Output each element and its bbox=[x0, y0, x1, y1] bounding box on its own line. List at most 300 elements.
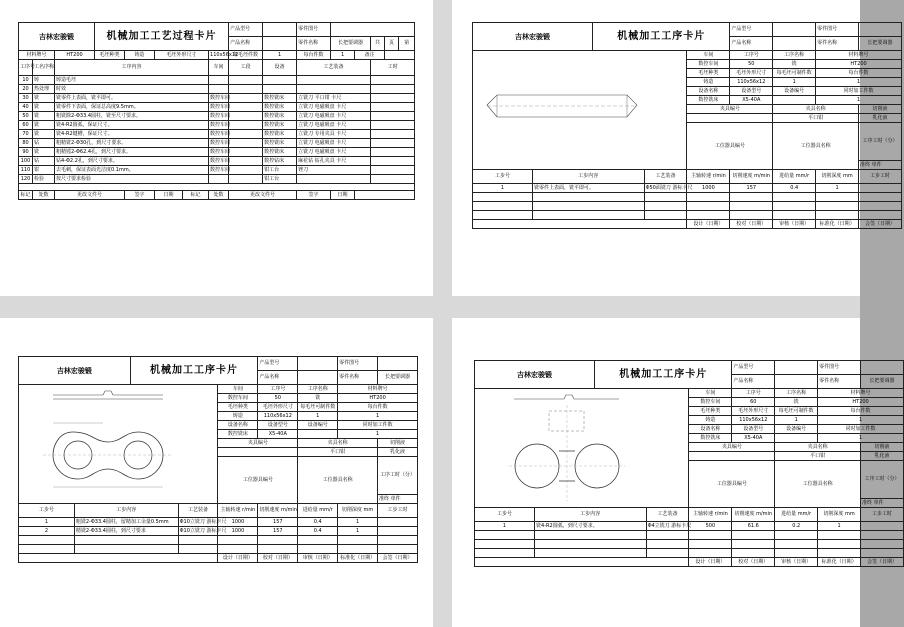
info-label: 材料牌号 bbox=[338, 385, 418, 394]
meta-value: 1 bbox=[263, 51, 297, 60]
part-no-label: 零件图号 bbox=[816, 23, 859, 37]
step-col-header: 工艺装备 bbox=[644, 170, 687, 184]
part-name-label: 零件名称 bbox=[297, 37, 331, 51]
info-label: 工位器具名称 bbox=[298, 457, 378, 504]
info-label: 同时加工件数 bbox=[338, 421, 418, 430]
step-col-header: 切削深度 mm bbox=[818, 508, 861, 522]
info-label: 工序号 bbox=[732, 389, 775, 398]
part-name-label: 零件名称 bbox=[816, 37, 859, 51]
op-card-table bbox=[472, 22, 902, 229]
count-value: 1 bbox=[816, 78, 902, 87]
process-row bbox=[19, 130, 415, 139]
process-row bbox=[19, 166, 415, 175]
info-label: 单件 bbox=[390, 495, 401, 502]
process-cell bbox=[229, 175, 263, 184]
step-cell: 0.4 bbox=[298, 518, 338, 527]
info-label: 毛坯外形尺寸 bbox=[258, 403, 298, 412]
meta-label: 毛坯外形尺寸 bbox=[155, 51, 209, 60]
step-row bbox=[473, 184, 902, 193]
info-label: 每毛坯可制件数 bbox=[298, 403, 338, 412]
part-name-label: 零件名称 bbox=[818, 375, 861, 389]
footer-cell: 设计（日期） bbox=[687, 220, 730, 229]
op-card-table bbox=[474, 360, 904, 567]
info-label: 每台件数 bbox=[338, 403, 418, 412]
count-value: 1 bbox=[775, 416, 818, 425]
info-label: 设备编号 bbox=[775, 425, 818, 434]
process-cell: 数控车间 bbox=[210, 121, 231, 128]
coolant-value: 乳化液 bbox=[378, 448, 418, 457]
process-cell: 数控铣床 bbox=[263, 148, 297, 157]
col-header: 工段 bbox=[229, 60, 263, 76]
fixture-value: 平口钳 bbox=[773, 114, 859, 123]
part-drawing-cell bbox=[473, 51, 687, 170]
step-col-header: 进给量 mm/r bbox=[775, 508, 818, 522]
meta-value: 110x56x12 bbox=[210, 51, 239, 58]
step-col-header: 工步工时 bbox=[861, 508, 904, 522]
part-drawing bbox=[477, 55, 647, 165]
step-cell: 0.2 bbox=[775, 522, 818, 531]
part-name-value: 长把要调器 bbox=[331, 37, 371, 51]
footer-cell: 设计（日期） bbox=[218, 554, 258, 563]
info-label: 夹具编号 bbox=[218, 439, 298, 448]
step-col-header: 切削深度 mm bbox=[338, 504, 378, 518]
info-label: 切削液 bbox=[859, 105, 902, 114]
product-model-label: 产品型号 bbox=[258, 357, 298, 371]
process-cell: 100 bbox=[19, 157, 33, 166]
info-label: 材料牌号 bbox=[816, 51, 902, 60]
sign-cell: 日期 bbox=[331, 191, 355, 200]
part-name-value: 长把要调器 bbox=[378, 371, 418, 385]
process-cell: 数控铣床 bbox=[263, 130, 297, 139]
step-cell: 粗铣2-Φ33.4圆柱，留精加工余量0.5mm bbox=[74, 518, 178, 527]
total-label: 共 bbox=[371, 37, 385, 51]
process-cell bbox=[371, 94, 415, 103]
info-label: 设备编号 bbox=[298, 421, 338, 430]
footer-cell: 审核（日期） bbox=[298, 554, 338, 563]
process-cell bbox=[229, 85, 263, 94]
blank-size-value: 110x56x12 bbox=[732, 416, 775, 425]
step-row bbox=[19, 518, 418, 527]
sign-cell: 日期 bbox=[155, 191, 183, 200]
step-cell: Φ10立铣刀 游标卡尺 bbox=[179, 518, 227, 525]
info-label: 准终 bbox=[379, 495, 390, 502]
process-cell bbox=[209, 85, 229, 94]
step-col-header: 工艺装备 bbox=[178, 504, 218, 518]
equip-value: 数控铣床 bbox=[218, 430, 258, 439]
process-cell: 数控车间 bbox=[210, 148, 231, 155]
process-cell: 检验 bbox=[33, 175, 55, 184]
product-name-label: 产品名称 bbox=[258, 371, 298, 385]
process-cell: 80 bbox=[19, 139, 33, 148]
process-cell bbox=[371, 175, 415, 184]
process-cell bbox=[229, 139, 263, 148]
company-name: 吉林宏骏锻 bbox=[19, 357, 131, 385]
equip-model-value: X5-40A bbox=[730, 96, 773, 105]
op-no-value: 50 bbox=[258, 394, 298, 403]
process-cell bbox=[371, 157, 415, 166]
footer-cell: 会签（日期） bbox=[861, 558, 904, 567]
process-cell bbox=[229, 103, 263, 112]
process-row bbox=[19, 139, 415, 148]
process-cell: 20 bbox=[19, 85, 33, 94]
process-cell: 铣 bbox=[33, 112, 55, 121]
info-label: 准终 bbox=[862, 499, 873, 506]
footer-cell: 标准化（日期） bbox=[818, 558, 861, 567]
step-cell: 1000 bbox=[218, 527, 258, 536]
part-drawing-cell bbox=[19, 385, 218, 504]
page-label: 页 bbox=[385, 37, 399, 51]
footer-cell: 审核（日期） bbox=[773, 220, 816, 229]
process-cell: 数控铣床 bbox=[263, 112, 297, 121]
count-value: 1 bbox=[773, 78, 816, 87]
product-model-label: 产品型号 bbox=[730, 23, 773, 37]
process-cell bbox=[229, 112, 263, 121]
col-header: 工序内容 bbox=[55, 60, 209, 76]
op-no-value: 50 bbox=[730, 60, 773, 69]
count-value: 1 bbox=[818, 416, 904, 425]
process-cell: 立铣刀 平口钳 卡尺 bbox=[297, 94, 371, 103]
step-cell: 157 bbox=[730, 184, 773, 193]
step-col-header: 工步内容 bbox=[74, 504, 178, 518]
blank-size-value: 110x56x12 bbox=[258, 412, 298, 421]
workshop-value: 数控车间 bbox=[687, 60, 730, 69]
process-cell: 按尺寸要求检验 bbox=[55, 175, 209, 184]
process-cell: 数控车间 bbox=[210, 139, 231, 146]
col-header: 工名序称 bbox=[33, 60, 55, 76]
process-cell bbox=[229, 157, 263, 166]
step-cell: 500 bbox=[689, 522, 732, 531]
process-cell bbox=[371, 166, 415, 175]
process-cell bbox=[263, 85, 297, 94]
process-cell: 立铣刀 电磁吸盘 卡尺 bbox=[297, 121, 371, 130]
op-card-table bbox=[18, 356, 418, 563]
step-cell: 1 bbox=[818, 522, 861, 531]
info-label: 每毛坯可制件数 bbox=[773, 69, 816, 78]
count-value: 1 bbox=[818, 434, 904, 443]
info-label: 切削液 bbox=[378, 439, 418, 448]
step-cell: Φ50面铣刀 游标卡尺 bbox=[645, 184, 693, 191]
info-label: 工位器具编号 bbox=[218, 457, 298, 504]
col-header: 工艺装备 bbox=[297, 60, 371, 76]
process-cell bbox=[297, 76, 371, 85]
info-label: 同时加工件数 bbox=[818, 425, 904, 434]
process-cell: 铣零件下表面，保证总高度9.5mm。 bbox=[55, 103, 209, 112]
info-label: 毛坯外形尺寸 bbox=[730, 69, 773, 78]
info-label: 单件 bbox=[873, 499, 884, 506]
sign-cell: 更改文件号 bbox=[229, 191, 297, 200]
part-no-label: 零件图号 bbox=[818, 361, 861, 375]
step-cell: 1 bbox=[473, 184, 533, 193]
info-label: 车间 bbox=[687, 51, 730, 60]
part-name-value: 长把要调器 bbox=[861, 375, 904, 389]
product-model-label: 产品型号 bbox=[732, 361, 775, 375]
process-cell: 钳工台 bbox=[263, 166, 297, 175]
process-cell bbox=[371, 103, 415, 112]
process-cell: 粗精镗2-Φ62.4孔，到尺寸要求。 bbox=[55, 148, 209, 157]
part-drawing-cell bbox=[475, 389, 689, 508]
process-cell: 立铣刀 电磁吸盘 卡尺 bbox=[297, 103, 371, 112]
process-cell: 数控车间 bbox=[210, 112, 231, 119]
page-op-card-2 bbox=[0, 318, 433, 627]
process-cell: 时效 bbox=[55, 85, 209, 94]
workshop-value: 数控车间 bbox=[689, 398, 732, 407]
process-cell: 立铣刀 专用夹具 卡尺 bbox=[297, 130, 371, 139]
footer-cell: 会签（日期） bbox=[378, 554, 418, 563]
sign-cell: 更改文件号 bbox=[55, 191, 125, 200]
product-name-label: 产品名称 bbox=[732, 375, 775, 389]
footer-cell: 会签（日期） bbox=[859, 220, 902, 229]
process-cell bbox=[371, 130, 415, 139]
step-cell: 0.4 bbox=[298, 527, 338, 536]
footer-cell: 设计（日期） bbox=[689, 558, 732, 567]
coolant-value: 乳化液 bbox=[861, 452, 904, 461]
process-cell bbox=[371, 112, 415, 121]
material-value: HT200 bbox=[818, 398, 904, 407]
process-cell: 铣4-R2圆弧，保证尺寸。 bbox=[55, 121, 209, 130]
process-row bbox=[19, 103, 415, 112]
meta-value: HT200 bbox=[55, 51, 95, 60]
process-cell bbox=[371, 148, 415, 157]
info-label: 设备型号 bbox=[730, 87, 773, 96]
sign-cell: 标记 bbox=[20, 191, 31, 198]
info-label: 工序号 bbox=[730, 51, 773, 60]
info-label: 毛坯种类 bbox=[687, 69, 730, 78]
process-cell: 钻 bbox=[33, 157, 55, 166]
meta-label: 每毛坯件数 bbox=[229, 51, 263, 60]
process-row bbox=[19, 94, 415, 103]
process-cell bbox=[229, 148, 263, 157]
step-cell: 61.6 bbox=[732, 522, 775, 531]
op-name-value: 铣 bbox=[298, 394, 338, 403]
info-label: 毛坯外形尺寸 bbox=[732, 407, 775, 416]
process-cell: 热处理 bbox=[33, 85, 55, 94]
blank-kind-value: 铸造 bbox=[689, 416, 732, 425]
process-cell: 数控铣床 bbox=[263, 103, 297, 112]
blank-kind-value: 铸造 bbox=[687, 78, 730, 87]
step-cell: Φ10立铣刀 游标卡尺 bbox=[179, 527, 227, 534]
info-label: 工序号 bbox=[258, 385, 298, 394]
process-cell: 60 bbox=[19, 121, 33, 130]
process-cell bbox=[229, 166, 263, 175]
step-cell: 1 bbox=[19, 518, 75, 527]
step-col-header: 主轴转速 r/min bbox=[218, 504, 258, 518]
step-cell: 0.4 bbox=[773, 184, 816, 193]
process-cell: 立铣刀 电磁吸盘 卡尺 bbox=[297, 148, 371, 157]
material-value: HT200 bbox=[816, 60, 902, 69]
process-cell bbox=[229, 121, 263, 130]
process-cell: 粗铣除2-Φ33.4圆柱，铣至尺寸要求。 bbox=[55, 112, 209, 121]
meta-label: 毛坯种类 bbox=[95, 51, 125, 60]
info-label: 每台件数 bbox=[816, 69, 902, 78]
info-label: 设备编号 bbox=[773, 87, 816, 96]
col-header: 工时 bbox=[371, 60, 415, 76]
process-cell bbox=[371, 76, 415, 85]
part-drawing bbox=[479, 391, 649, 506]
part-no-label: 零件图号 bbox=[297, 23, 331, 37]
process-cell: 数控车间 bbox=[210, 103, 231, 110]
info-label: 同时加工件数 bbox=[816, 87, 902, 96]
info-label: 每毛坯可制件数 bbox=[775, 407, 818, 416]
step-cell: 1 bbox=[338, 527, 378, 536]
meta-label: 备注 bbox=[355, 51, 385, 60]
step-cell: 157 bbox=[258, 518, 298, 527]
process-cell: 铣零件上表面，铣平即可。 bbox=[55, 94, 209, 103]
process-cell: 30 bbox=[19, 94, 33, 103]
equip-model-value: X5-40A bbox=[258, 430, 298, 439]
process-cell bbox=[371, 121, 415, 130]
process-cell: 粗精铣2-Φ30孔，到尺寸要求。 bbox=[55, 139, 209, 148]
process-cell: 铣4-R2键槽，保证尺寸。 bbox=[55, 130, 209, 139]
count-value: 1 bbox=[338, 412, 418, 421]
process-row bbox=[19, 175, 415, 184]
col-header: 车间 bbox=[209, 60, 229, 76]
equip-value: 数控铣床 bbox=[689, 434, 732, 443]
process-cell: 钻4-Φ2.2孔，到尺寸要求。 bbox=[55, 157, 209, 166]
process-cell: 90 bbox=[19, 148, 33, 157]
company-name: 吉林宏骏锻 bbox=[473, 23, 593, 51]
coolant-value: 乳化液 bbox=[859, 114, 902, 123]
company-name: 吉林宏骏锻 bbox=[475, 361, 595, 389]
process-cell bbox=[209, 175, 229, 184]
process-cell: 铣 bbox=[33, 148, 55, 157]
step-cell: 157 bbox=[258, 527, 298, 536]
step-row bbox=[19, 527, 418, 536]
step-cell: 1000 bbox=[687, 184, 730, 193]
footer-cell: 标准化（日期） bbox=[338, 554, 378, 563]
workshop-value: 数控车间 bbox=[218, 394, 258, 403]
info-label: 工序名称 bbox=[298, 385, 338, 394]
fixture-value: 平口钳 bbox=[298, 448, 378, 457]
process-cell: 120 bbox=[19, 175, 33, 184]
page-op-card-1 bbox=[452, 0, 898, 296]
process-cell: 40 bbox=[19, 103, 33, 112]
info-label: 设备名称 bbox=[687, 87, 730, 96]
process-row bbox=[19, 85, 415, 94]
process-cell bbox=[263, 76, 297, 85]
process-cell: 50 bbox=[19, 112, 33, 121]
info-label: 夹具名称 bbox=[775, 443, 861, 452]
count-value: 1 bbox=[338, 430, 418, 439]
sign-cell: 处数 bbox=[33, 191, 55, 200]
info-label: 工位器具名称 bbox=[775, 461, 861, 508]
info-label: 夹具编号 bbox=[687, 105, 773, 114]
step-row bbox=[475, 522, 904, 531]
step-cell: 铣4-R2圆弧，到尺寸要求。 bbox=[535, 522, 647, 531]
process-cell: 110 bbox=[19, 166, 33, 175]
step-col-header: 工步工时 bbox=[859, 170, 902, 184]
process-cell bbox=[229, 130, 263, 139]
process-cell: 钳 bbox=[33, 166, 55, 175]
info-label: 夹具名称 bbox=[298, 439, 378, 448]
process-cell: 钳工台 bbox=[263, 175, 297, 184]
blank-kind-value: 铸造 bbox=[218, 412, 258, 421]
step-col-header: 工艺装备 bbox=[646, 508, 689, 522]
process-cell: 铸 bbox=[33, 76, 55, 85]
step-cell: 1000 bbox=[218, 518, 258, 527]
count-value: 1 bbox=[298, 412, 338, 421]
step-col-header: 进给量 mm/r bbox=[773, 170, 816, 184]
step-col-header: 切削速度 m/min bbox=[730, 170, 773, 184]
material-value: HT200 bbox=[338, 394, 418, 403]
op-name-value: 铣 bbox=[773, 60, 816, 69]
page-gap-horizontal bbox=[0, 296, 860, 318]
equip-model-value: X5-40A bbox=[732, 434, 775, 443]
footer-cell: 审核（日期） bbox=[775, 558, 818, 567]
process-cell: 铣 bbox=[33, 130, 55, 139]
process-cell bbox=[371, 85, 415, 94]
info-label: 单件 bbox=[871, 161, 882, 168]
step-col-header: 工步内容 bbox=[533, 170, 645, 184]
process-cell: 铣 bbox=[33, 103, 55, 112]
num-label: 第 bbox=[399, 37, 415, 51]
info-label: 工位器具编号 bbox=[689, 461, 775, 508]
part-name-value: 长把要调器 bbox=[859, 37, 902, 51]
info-label: 夹具名称 bbox=[773, 105, 859, 114]
process-cell: 锉刀 bbox=[297, 166, 371, 175]
step-cell: 1 bbox=[338, 518, 378, 527]
step-cell: 精铣2-Φ33.4圆柱，到尺寸要求 bbox=[74, 527, 178, 536]
part-no-label: 零件图号 bbox=[338, 357, 378, 371]
col-header: 设备 bbox=[263, 60, 297, 76]
info-label: 夹具编号 bbox=[689, 443, 775, 452]
step-cell: 1 bbox=[475, 522, 535, 531]
process-cell: 10 bbox=[19, 76, 33, 85]
process-cell: 钻 bbox=[33, 139, 55, 148]
blank-size-value: 110x56x12 bbox=[730, 78, 773, 87]
card-title: 机械加工工序卡片 bbox=[595, 361, 732, 389]
op-no-value: 60 bbox=[732, 398, 775, 407]
process-card-table bbox=[18, 22, 415, 200]
process-cell: 去毛刺，保证表面光洁度0.1mm。 bbox=[55, 166, 209, 175]
info-label: 切削液 bbox=[861, 443, 904, 452]
info-label: 毛坯种类 bbox=[689, 407, 732, 416]
info-label: 车间 bbox=[689, 389, 732, 398]
card-title: 机械加工工序卡片 bbox=[593, 23, 730, 51]
page-process-card bbox=[0, 0, 433, 296]
meta-label: 每台件数 bbox=[297, 51, 331, 60]
step-col-header: 切削速度 m/min bbox=[732, 508, 775, 522]
page-op-card-3 bbox=[452, 318, 900, 627]
process-row bbox=[19, 157, 415, 166]
process-cell bbox=[229, 76, 263, 85]
count-value: 1 bbox=[816, 96, 902, 105]
footer-cell: 标准化（日期） bbox=[816, 220, 859, 229]
meta-value: 铸造 bbox=[125, 51, 155, 60]
info-label: 准终 bbox=[860, 161, 871, 168]
info-label: 每台件数 bbox=[818, 407, 904, 416]
step-col-header: 工步号 bbox=[473, 170, 533, 184]
process-cell bbox=[297, 85, 371, 94]
step-cell: Φ4立铣刀 游标卡尺 bbox=[647, 522, 692, 529]
process-cell: 数控车间 bbox=[210, 94, 231, 101]
step-col-header: 工步工时 bbox=[378, 504, 418, 518]
info-label: 车间 bbox=[218, 385, 258, 394]
step-col-header: 切削速度 m/min bbox=[258, 504, 298, 518]
product-name-label: 产品名称 bbox=[730, 37, 773, 51]
step-cell: 1 bbox=[816, 184, 859, 193]
info-label: 工位器具名称 bbox=[773, 123, 859, 170]
product-model-label: 产品型号 bbox=[229, 23, 263, 37]
sign-cell: 签字 bbox=[125, 191, 155, 200]
meta-label: 材料牌号 bbox=[19, 51, 55, 60]
footer-cell: 校对（日期） bbox=[730, 220, 773, 229]
step-cell: 2 bbox=[19, 527, 75, 536]
process-cell bbox=[209, 76, 229, 85]
step-col-header: 主轴转速 r/min bbox=[689, 508, 732, 522]
info-label: 工序名称 bbox=[773, 51, 816, 60]
process-cell: 麻花钻 钻孔夹具 卡尺 bbox=[297, 157, 371, 166]
info-label: 设备型号 bbox=[732, 425, 775, 434]
